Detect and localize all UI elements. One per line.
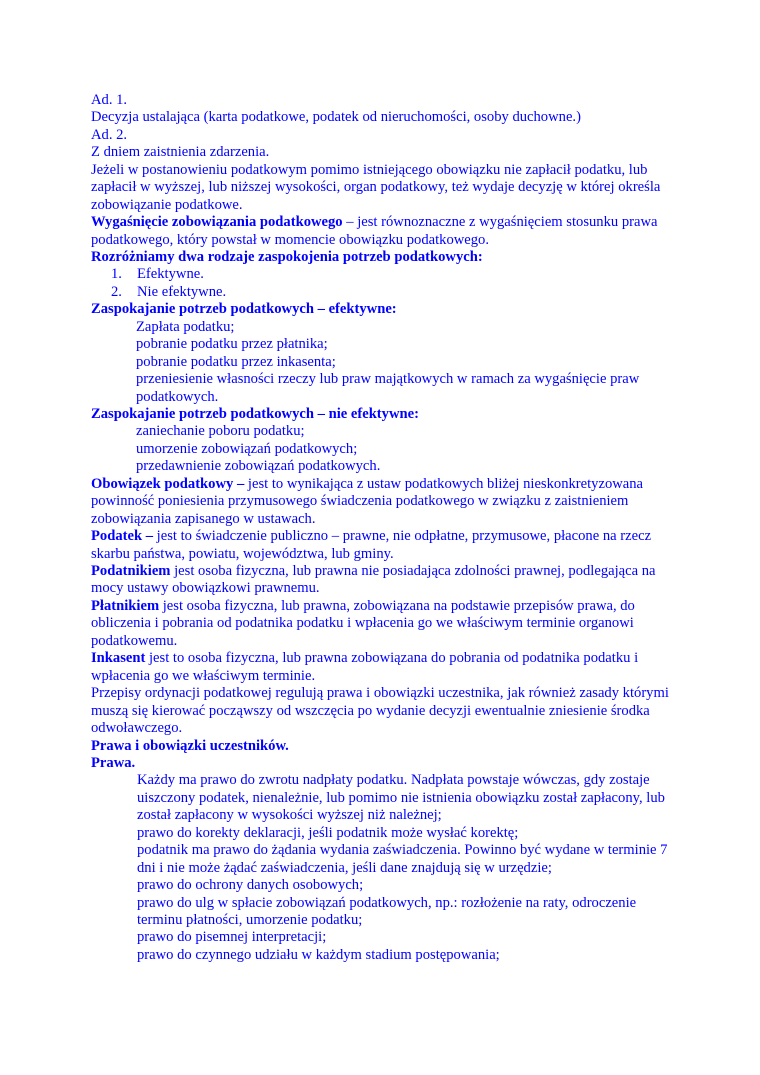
efektywne-item: przeniesienie własności rzeczy lub praw majątkowych w ramach za wygaśnięcie praw podatkowych. [136, 371, 640, 405]
decyzja-line: Decyzja ustalająca (karta podatkowe, podatek od nieruchomości, osoby duchowne.) [91, 109, 581, 126]
rozrozniamy-heading: Rozróżniamy dwa rodzaje zaspokojenia potrzeb podatkowych: [91, 249, 483, 266]
prawa-item: prawo do korekty deklaracji, jeśli podatnik może wysłać korektę; [137, 824, 519, 841]
prawa-item: prawo do ulg w spłacie zobowiązań podatkowych, np.: rozłożenie na raty, odroczenie terminu płatności, umorzenie podatku; [137, 894, 637, 929]
rozrozniamy-item [91, 266, 675, 283]
efektywne-item: Zapłata podatku; [136, 318, 235, 335]
ad2-line: Ad. 2. [91, 126, 128, 143]
wygasniecie-paragraph [91, 214, 675, 249]
prawa-item: prawo do czynnego udziału w każdym stadium postępowania; [137, 946, 500, 963]
efektywne-heading: Zaspokajanie potrzeb podatkowych – efektywne: [91, 301, 397, 318]
prawa-heading: Prawa i obowiązki uczestników. [91, 737, 289, 754]
definition-podatnik [91, 563, 675, 598]
jezeli-paragraph: Jeżeli w postanowieniu podatkowym pomimo istniejącego obowiązku nie zapłacił podatku, lub zapłacił w wyższej, lub niższej wysokości, organ podatkowy, też wydaje decyzję w której określa zobowiązanie podatkowe. [91, 161, 661, 213]
definition-text: jest to wynikająca z ustaw podatkowych bliżej nieskonkretyzowana powinność poniesienia przymusowego świadczenia podatkowego w związku z zaistnieniem zobowiązania zapisanego w ustawach. [91, 475, 644, 527]
definition-term: Inkasent [91, 650, 146, 667]
prawa-item: Każdy ma prawo do zwrotu nadpłaty podatku. Nadpłata powstaje wówczas, gdy zostaje uiszczony podatek, nienależnie, lub pomimo nie istnienia obowiązku został zapłacony, lub został zapłacony w wysokości wyższej niż należnej; [137, 772, 665, 824]
przepisy-paragraph: Przepisy ordynacji podatkowej regulują prawa i obowiązki uczestnika, jak również zasady którymi muszą się kierować począwszy od wszczęcia po wydanie decyzji ewentualnie zniesienie środka odwoławczego. [91, 685, 669, 737]
definition-term: Obowiązek podatkowy – [91, 475, 245, 492]
definition-text: jest osoba fizyczna, lub prawna, zobowiązana na podstawie przepisów prawa, do obliczenia i pobrania od podatnika podatku i wpłacenia go we właściwym terminie organowi podatkowemu. [91, 597, 635, 649]
document-body [91, 92, 675, 964]
definition-platnik [91, 598, 675, 650]
efektywne-item: pobranie podatku przez płatnika; [136, 336, 328, 353]
list-item-text: Nie efektywne. [137, 283, 227, 300]
rozrozniamy-item [91, 284, 675, 301]
list-item-text: Efektywne. [137, 266, 204, 283]
definition-inkasent [91, 650, 675, 685]
definition-term: Podatnikiem [91, 563, 171, 579]
nieefektywne-item: umorzenie zobowiązań podatkowych; [136, 440, 358, 457]
wygasniecie-text: – jest równoznaczne z wygaśnięciem stosunku prawa podatkowego, który powstał w momencie obowiązku podatkowego. [91, 214, 658, 248]
definition-term: Płatnikiem [91, 597, 160, 614]
definition-text: jest to osoba fizyczna, lub prawna zobowiązana do pobrania od podatnika podatku i wpłacenia go we właściwym terminie. [91, 650, 639, 684]
prawa-subheading: Prawa. [91, 754, 136, 771]
list-number: 2. [111, 283, 122, 300]
efektywne-item: pobranie podatku przez inkasenta; [136, 353, 336, 370]
nieefektywne-item: przedawnienie zobowiązań podatkowych. [136, 458, 381, 475]
definition-text: jest to świadczenie publiczno – prawne, nie odpłatne, przymusowe, płacone na rzecz skarbu państwa, powiatu, województwa, lub gminy. [91, 528, 652, 562]
nieefektywne-heading: Zaspokajanie potrzeb podatkowych – nie efektywne: [91, 405, 419, 422]
ad1-line: Ad. 1. [91, 92, 128, 108]
definition-obowiazek [91, 476, 675, 528]
prawa-item: prawo do ochrony danych osobowych; [137, 877, 364, 894]
prawa-item: prawo do pisemnej interpretacji; [137, 929, 327, 946]
prawa-item: podatnik ma prawo do żądania wydania zaświadczenia. Powinno być wydane w terminie 7 dni i nie może żądać zaświadczenia, jeśli dane znajdują się w urzędzie; [137, 842, 668, 876]
wygasniecie-term: Wygaśnięcie zobowiązania podatkowego [91, 214, 343, 231]
list-number: 1. [111, 266, 122, 283]
nieefektywne-item: zaniechanie poboru podatku; [136, 423, 305, 440]
definition-text: jest osoba fizyczna, lub prawna nie posiadająca zdolności prawnej, podlegająca na mocy ustawy obowiązkowi prawnemu. [91, 563, 656, 597]
definition-term: Podatek – [91, 528, 154, 545]
definition-podatek [91, 528, 675, 563]
zdniem-line: Z dniem zaistnienia zdarzenia. [91, 144, 270, 161]
